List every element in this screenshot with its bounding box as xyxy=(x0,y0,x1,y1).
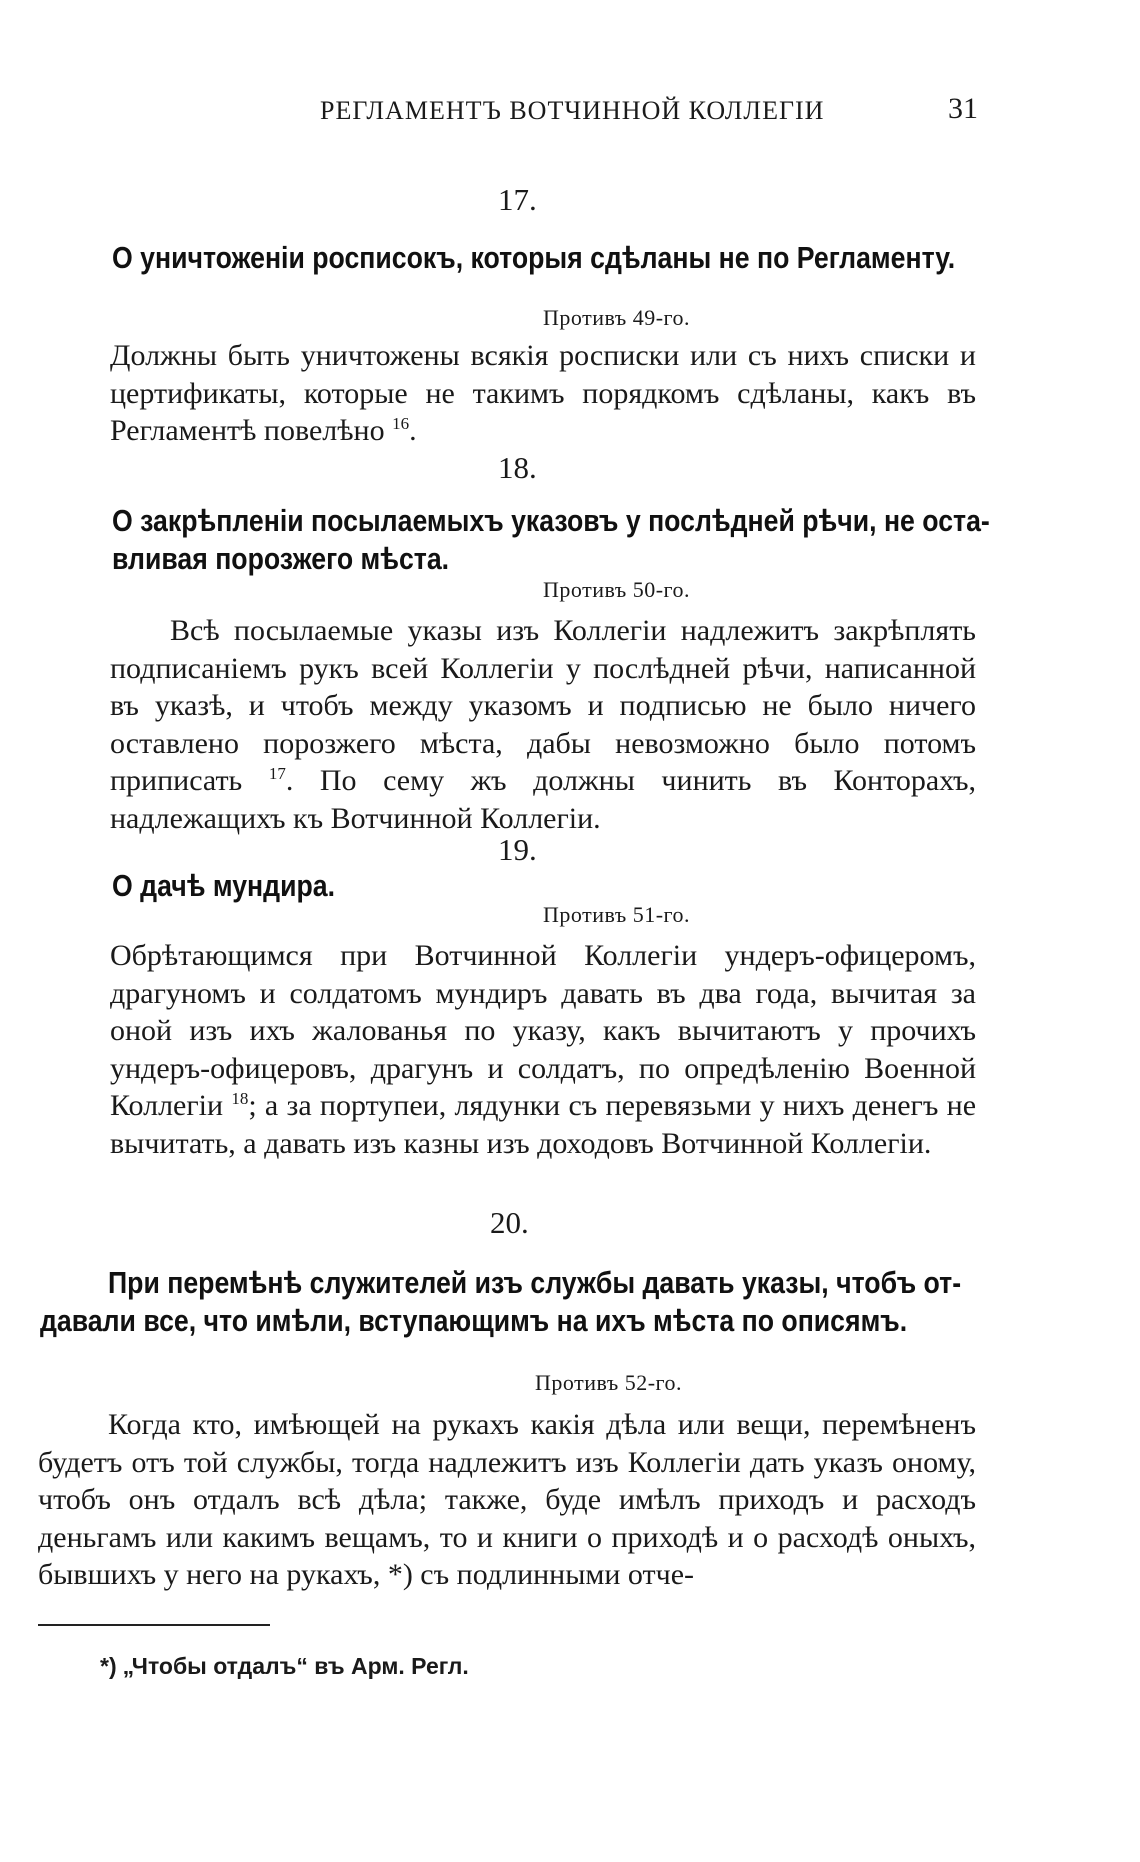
section-17-number: 17. xyxy=(498,182,537,217)
section-17-body xyxy=(110,337,976,450)
section-18-title-line-1: О закрѣпленіи посылаемыхъ указовъ у послѣдней рѣчи, не оста- xyxy=(112,503,990,538)
section-19-text-2: ; а за портупеи, лядунки съ перевязьми у нихъ денегъ не вычитать, а давать изъ казны изъ доходовъ Вотчинной Коллегіи. xyxy=(110,1089,977,1160)
section-20-number: 20. xyxy=(490,1205,529,1240)
section-19-body xyxy=(110,937,976,1162)
section-19-text: Обрѣтающимся при Вотчинной Коллегіи ундеръ-офицеромъ, драгуномъ и солдатомъ мундиръ давать въ два года, вычитая за оной изъ ихъ жалованья по указу, какъ вычитаютъ у прочихъ ундеръ-офицеровъ, драгунъ и солдатъ, по опредѣленію Военной Коллегіи xyxy=(110,939,976,1122)
section-18-number: 18. xyxy=(498,450,537,485)
section-17-ref: Противъ 49-го. xyxy=(543,305,691,330)
section-18-text-2: . По сему жъ должны чинить въ Конторахъ, надлежащихъ къ Вотчинной Коллегіи. xyxy=(110,764,977,835)
section-18-ref: Противъ 50-го. xyxy=(543,577,691,602)
section-20-ref: Противъ 52-го. xyxy=(535,1370,683,1395)
section-19-ref: Противъ 51-го. xyxy=(543,902,691,927)
footnote-mark-18: 18 xyxy=(231,1089,249,1108)
running-title: РЕГЛАМЕНТЪ ВОТЧИННОЙ КОЛЛЕГІИ xyxy=(320,96,825,125)
footnote-mark: *) xyxy=(100,1653,117,1679)
section-20-title-line-2: давали все, что имѣли, вступающимъ на ихъ мѣста по описямъ. xyxy=(40,1303,908,1338)
section-20-title-line-1: При перемѣнѣ служителей изъ службы давать указы, чтобъ от- xyxy=(108,1265,962,1300)
footnote-text: „Чтобы отдалъ“ въ Арм. Регл. xyxy=(122,1653,469,1679)
section-18-title-line-2: вливая порозжего мѣста. xyxy=(112,541,450,576)
footnote xyxy=(100,1653,469,1681)
footnote-mark-16: 16 xyxy=(392,414,410,433)
section-19-number: 19. xyxy=(498,832,537,867)
section-19-title: О дачѣ мундира. xyxy=(112,868,335,903)
footnote-mark-17: 17 xyxy=(268,764,286,783)
section-18-body xyxy=(110,612,976,837)
footnote-separator xyxy=(38,1624,270,1626)
section-20-body: Когда кто, имѣющей на рукахъ какія дѣла или вещи, перемѣненъ будетъ отъ той службы, тогда надлежитъ изъ Коллегіи дать указъ оному, чтобъ онъ отдалъ всѣ дѣла; также, буде имѣлъ приходъ и расходъ деньгамъ или какимъ вещамъ, то и книги о приходѣ и о расходѣ оныхъ, бывшихъ у него на рукахъ, *) съ подлинными отче- xyxy=(38,1408,976,1591)
page-number: 31 xyxy=(948,92,978,125)
section-17-title: О уничтоженіи росписокъ, которыя сдѣланы не по Регламенту. xyxy=(112,240,956,275)
section-18-text: Всѣ посылаемые указы изъ Коллегіи надлежитъ закрѣплять подписаніемъ рукъ всей Коллегіи у послѣдней рѣчи, написанной въ указѣ, и чтобъ между указомъ и подписью не было ничего оставлено порозжего мѣста, дабы невозможно было потомъ приписать xyxy=(110,614,976,797)
section-17-text: Должны быть уничтожены всякія росписки или съ нихъ списки и цертификаты, которые не такимъ порядкомъ сдѣланы, какъ въ Регламентѣ повелѣно xyxy=(110,339,976,447)
section-17-text-end: . xyxy=(409,414,417,447)
